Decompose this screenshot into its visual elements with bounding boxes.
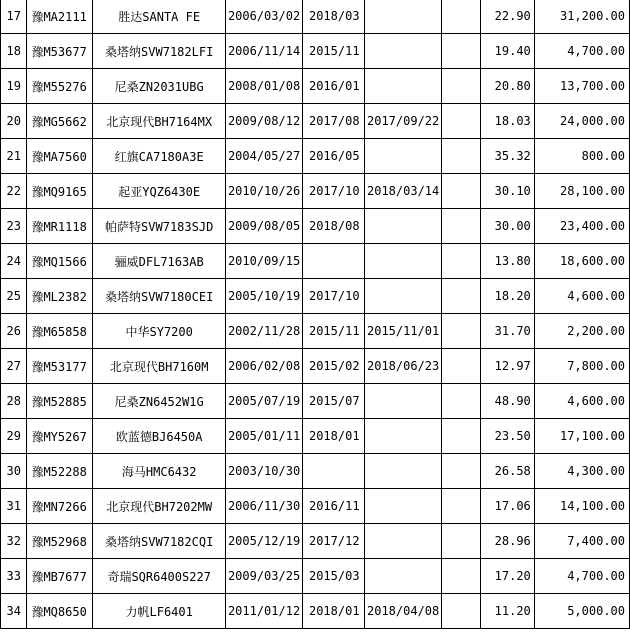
value-cell: 48.90: [480, 384, 535, 419]
value-cell: 13.80: [480, 244, 535, 279]
price-cell: 17,100.00: [535, 419, 630, 454]
vehicle-table-body: [1, 0, 630, 629]
date-cell: [365, 384, 442, 419]
plate-number-cell: 豫MQ9165: [27, 174, 93, 209]
inspection-month-cell: 2018/01: [302, 594, 364, 629]
price-cell: 28,100.00: [535, 174, 630, 209]
empty-cell: [442, 349, 481, 384]
row-number-cell: 31: [1, 489, 27, 524]
value-cell: 12.97: [480, 349, 535, 384]
value-cell: 11.20: [480, 594, 535, 629]
inspection-month-cell: 2018/01: [302, 419, 364, 454]
inspection-month-cell: 2017/08: [302, 104, 364, 139]
registration-date-cell: 2004/05/27: [226, 139, 303, 174]
row-number-cell: 24: [1, 244, 27, 279]
empty-cell: [442, 209, 481, 244]
table-row: [1, 34, 630, 69]
date-cell: [365, 244, 442, 279]
value-cell: 23.50: [480, 419, 535, 454]
vehicle-model-cell: 桑塔纳SVW7182CQI: [93, 524, 226, 559]
date-cell: [365, 524, 442, 559]
date-cell: 2017/09/22: [365, 104, 442, 139]
vehicle-model-cell: 力帆LF6401: [93, 594, 226, 629]
table-row: [1, 209, 630, 244]
table-row: [1, 419, 630, 454]
table-row: [1, 384, 630, 419]
plate-number-cell: 豫MA7560: [27, 139, 93, 174]
price-cell: 24,000.00: [535, 104, 630, 139]
registration-date-cell: 2005/12/19: [226, 524, 303, 559]
registration-date-cell: 2010/09/15: [226, 244, 303, 279]
value-cell: 20.80: [480, 69, 535, 104]
vehicle-model-cell: 帕萨特SVW7183SJD: [93, 209, 226, 244]
empty-cell: [442, 594, 481, 629]
registration-date-cell: 2006/02/08: [226, 349, 303, 384]
registration-date-cell: 2005/01/11: [226, 419, 303, 454]
registration-date-cell: 2006/11/30: [226, 489, 303, 524]
price-cell: 23,400.00: [535, 209, 630, 244]
value-cell: 31.70: [480, 314, 535, 349]
inspection-month-cell: [302, 454, 364, 489]
registration-date-cell: 2009/03/25: [226, 559, 303, 594]
date-cell: [365, 279, 442, 314]
date-cell: 2018/04/08: [365, 594, 442, 629]
inspection-month-cell: 2016/11: [302, 489, 364, 524]
plate-number-cell: 豫MY5267: [27, 419, 93, 454]
price-cell: 14,100.00: [535, 489, 630, 524]
row-number-cell: 26: [1, 314, 27, 349]
inspection-month-cell: 2018/03: [302, 0, 364, 34]
row-number-cell: 29: [1, 419, 27, 454]
row-number-cell: 34: [1, 594, 27, 629]
price-cell: 18,600.00: [535, 244, 630, 279]
empty-cell: [442, 104, 481, 139]
table-row: [1, 454, 630, 489]
empty-cell: [442, 139, 481, 174]
vehicle-model-cell: 奇瑞SQR6400S227: [93, 559, 226, 594]
vehicle-model-cell: 尼桑ZN2031UBG: [93, 69, 226, 104]
vehicle-model-cell: 桑塔纳SVW7182LFI: [93, 34, 226, 69]
inspection-month-cell: 2017/12: [302, 524, 364, 559]
table-row: [1, 69, 630, 104]
row-number-cell: 19: [1, 69, 27, 104]
inspection-month-cell: 2015/02: [302, 349, 364, 384]
registration-date-cell: 2011/01/12: [226, 594, 303, 629]
empty-cell: [442, 279, 481, 314]
value-cell: 28.96: [480, 524, 535, 559]
row-number-cell: 20: [1, 104, 27, 139]
date-cell: 2018/03/14: [365, 174, 442, 209]
vehicle-model-cell: 起亚YQZ6430E: [93, 174, 226, 209]
vehicle-model-cell: 骊威DFL7163AB: [93, 244, 226, 279]
table-row: [1, 0, 630, 34]
empty-cell: [442, 384, 481, 419]
date-cell: [365, 559, 442, 594]
price-cell: 800.00: [535, 139, 630, 174]
plate-number-cell: 豫MB7677: [27, 559, 93, 594]
price-cell: 4,700.00: [535, 34, 630, 69]
table-row: [1, 104, 630, 139]
value-cell: 17.06: [480, 489, 535, 524]
plate-number-cell: 豫ML2382: [27, 279, 93, 314]
empty-cell: [442, 69, 481, 104]
row-number-cell: 28: [1, 384, 27, 419]
plate-number-cell: 豫M55276: [27, 69, 93, 104]
table-row: [1, 559, 630, 594]
inspection-month-cell: 2015/11: [302, 34, 364, 69]
empty-cell: [442, 174, 481, 209]
registration-date-cell: 2009/08/05: [226, 209, 303, 244]
date-cell: [365, 0, 442, 34]
date-cell: [365, 34, 442, 69]
price-cell: 4,700.00: [535, 559, 630, 594]
value-cell: 18.20: [480, 279, 535, 314]
plate-number-cell: 豫MA2111: [27, 0, 93, 34]
row-number-cell: 30: [1, 454, 27, 489]
inspection-month-cell: 2015/11: [302, 314, 364, 349]
table-row: [1, 279, 630, 314]
value-cell: 30.10: [480, 174, 535, 209]
plate-number-cell: 豫MQ1566: [27, 244, 93, 279]
plate-number-cell: 豫M65858: [27, 314, 93, 349]
date-cell: [365, 209, 442, 244]
row-number-cell: 21: [1, 139, 27, 174]
plate-number-cell: 豫MQ8650: [27, 594, 93, 629]
registration-date-cell: 2006/11/14: [226, 34, 303, 69]
vehicle-model-cell: 胜达SANTA FE: [93, 0, 226, 34]
vehicle-model-cell: 欧蓝德BJ6450A: [93, 419, 226, 454]
table-row: [1, 489, 630, 524]
registration-date-cell: 2009/08/12: [226, 104, 303, 139]
table-row: [1, 244, 630, 279]
table-row: [1, 524, 630, 559]
price-cell: 13,700.00: [535, 69, 630, 104]
price-cell: 4,300.00: [535, 454, 630, 489]
plate-number-cell: 豫M53677: [27, 34, 93, 69]
inspection-month-cell: 2015/03: [302, 559, 364, 594]
inspection-month-cell: 2017/10: [302, 174, 364, 209]
registration-date-cell: 2010/10/26: [226, 174, 303, 209]
date-cell: [365, 489, 442, 524]
table-row: [1, 174, 630, 209]
plate-number-cell: 豫M53177: [27, 349, 93, 384]
vehicle-model-cell: 北京现代BH7160M: [93, 349, 226, 384]
value-cell: 35.32: [480, 139, 535, 174]
empty-cell: [442, 34, 481, 69]
registration-date-cell: 2005/07/19: [226, 384, 303, 419]
row-number-cell: 18: [1, 34, 27, 69]
inspection-month-cell: 2015/07: [302, 384, 364, 419]
value-cell: 18.03: [480, 104, 535, 139]
vehicle-model-cell: 中华SY7200: [93, 314, 226, 349]
table-row: [1, 594, 630, 629]
vehicle-model-cell: 桑塔纳SVW7180CEI: [93, 279, 226, 314]
value-cell: 26.58: [480, 454, 535, 489]
inspection-month-cell: [302, 244, 364, 279]
value-cell: 22.90: [480, 0, 535, 34]
plate-number-cell: 豫M52288: [27, 454, 93, 489]
vehicle-model-cell: 海马HMC6432: [93, 454, 226, 489]
row-number-cell: 25: [1, 279, 27, 314]
date-cell: [365, 454, 442, 489]
price-cell: 4,600.00: [535, 279, 630, 314]
price-cell: 2,200.00: [535, 314, 630, 349]
registration-date-cell: 2008/01/08: [226, 69, 303, 104]
registration-date-cell: 2002/11/28: [226, 314, 303, 349]
registration-date-cell: 2003/10/30: [226, 454, 303, 489]
value-cell: 19.40: [480, 34, 535, 69]
empty-cell: [442, 244, 481, 279]
vehicle-model-cell: 尼桑ZN6452W1G: [93, 384, 226, 419]
price-cell: 7,400.00: [535, 524, 630, 559]
vehicle-model-cell: 北京现代BH7164MX: [93, 104, 226, 139]
plate-number-cell: 豫MG5662: [27, 104, 93, 139]
inspection-month-cell: 2017/10: [302, 279, 364, 314]
registration-date-cell: 2006/03/02: [226, 0, 303, 34]
table-row: [1, 349, 630, 384]
price-cell: 7,800.00: [535, 349, 630, 384]
table-row: [1, 314, 630, 349]
date-cell: [365, 419, 442, 454]
empty-cell: [442, 454, 481, 489]
empty-cell: [442, 419, 481, 454]
table-row: [1, 139, 630, 174]
empty-cell: [442, 0, 481, 34]
plate-number-cell: 豫M52885: [27, 384, 93, 419]
plate-number-cell: 豫M52968: [27, 524, 93, 559]
empty-cell: [442, 524, 481, 559]
price-cell: 5,000.00: [535, 594, 630, 629]
row-number-cell: 22: [1, 174, 27, 209]
empty-cell: [442, 314, 481, 349]
row-number-cell: 17: [1, 0, 27, 34]
row-number-cell: 27: [1, 349, 27, 384]
inspection-month-cell: 2016/05: [302, 139, 364, 174]
date-cell: 2015/11/01: [365, 314, 442, 349]
date-cell: 2018/06/23: [365, 349, 442, 384]
price-cell: 4,600.00: [535, 384, 630, 419]
inspection-month-cell: 2016/01: [302, 69, 364, 104]
empty-cell: [442, 559, 481, 594]
plate-number-cell: 豫MN7266: [27, 489, 93, 524]
value-cell: 30.00: [480, 209, 535, 244]
date-cell: [365, 139, 442, 174]
row-number-cell: 33: [1, 559, 27, 594]
registration-date-cell: 2005/10/19: [226, 279, 303, 314]
vehicle-model-cell: 北京现代BH7202MW: [93, 489, 226, 524]
date-cell: [365, 69, 442, 104]
vehicle-model-cell: 红旗CA7180A3E: [93, 139, 226, 174]
row-number-cell: 32: [1, 524, 27, 559]
row-number-cell: 23: [1, 209, 27, 244]
plate-number-cell: 豫MR1118: [27, 209, 93, 244]
value-cell: 17.20: [480, 559, 535, 594]
empty-cell: [442, 489, 481, 524]
inspection-month-cell: 2018/08: [302, 209, 364, 244]
price-cell: 31,200.00: [535, 0, 630, 34]
